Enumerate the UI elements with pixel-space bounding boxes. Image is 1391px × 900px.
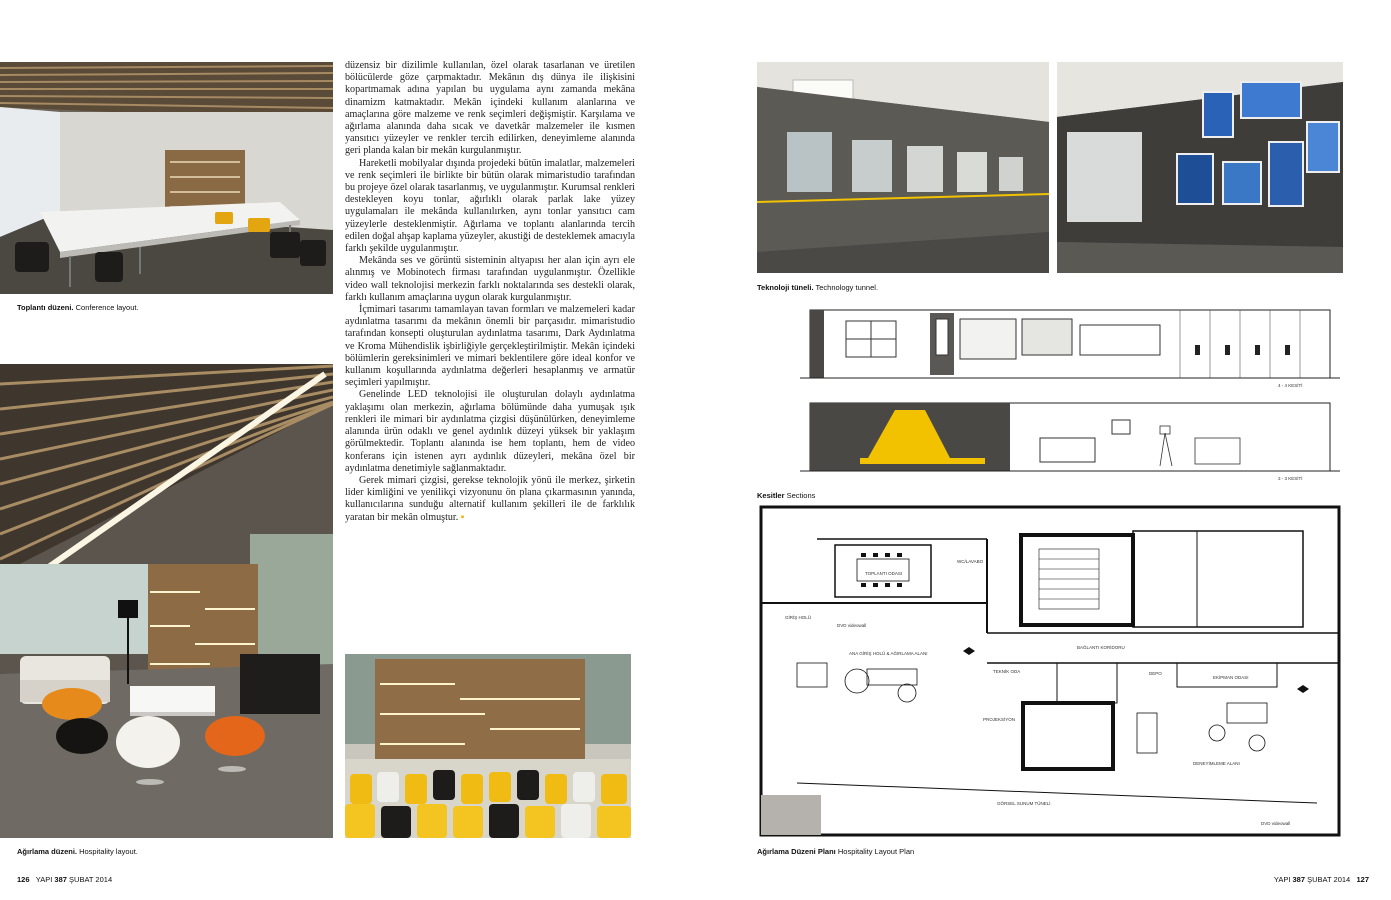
section-label: 3 - 3 KESİTİ [1278, 476, 1303, 481]
technology-tunnel-photo-1 [757, 62, 1049, 273]
sections-caption [757, 491, 815, 500]
paragraph: İçmimari tasarımı tamamlayan tavan formları ve malzemeleri kadar aydınlatma tasarımı da mekânın önemli bir parçasıdır. mimaristudio tarafından konsepti oluşturulan aydınlatma tasarımı, Dark Aydınlatma ve Kroma Mühendislik işbirliğiyle gerçekleştirilmiştir. Mekân içindeki bölümlerin gereksinimleri ve mimari beklentilere göre ideal konfor ve kullanım koşullarında aydınlatma değerleri hesaplanmış ve armatür seçimleri yapılmıştır. [345, 304, 635, 389]
plan-label: DVD videowall [837, 623, 867, 628]
plan-label: GİRİŞ HOLÜ [785, 615, 812, 620]
yellow-seating-illustration [345, 654, 631, 838]
section-drawing-3-3 [800, 398, 1340, 483]
paragraph: Hareketli mobilyalar dışında projedeki bütün imalatlar, malzemeleri ve renk seçimleri ile birlikte bir bütün olarak mimaristudio tarafından bu projeye özel olarak tasarlanmış, ve uygulanmıştır. Kurumsal renkleri destekleyen koyu tonlar, ağırlıklı olarak parlak lake yüzey uygulamaları ile mekânda kullanılırken, aynı tonlar yansıtıcı cam yüzeylerle desteklenmiştir. Ağırlama ve toplantı alanlarında tercih edilen doğal ahşap kaplama yüzeyler, akustiği de desteklemek amacıyla farklı şekilde uygulanmıştır. [345, 157, 635, 255]
magazine-name: YAPI [35, 875, 53, 884]
conference-layout-photo [0, 62, 333, 294]
issue-number: 387 [54, 875, 67, 884]
paragraph-text: Gerek mimari çizgisi, gerekse teknolojik yönü ile merkez, şirketin lider kimliğini ve yenilikçi vizyonunu ön plana çıkarmasının yanında, kullanıcılarına sunduğu alternatif kullanım şekilleri ile de farklılık yaratan bir mekân olmuştur. [345, 474, 635, 523]
paragraph: Mekânda ses ve görüntü sisteminin altyapısı her alan için ayrı ele alınmış ve Mobinotech firması tarafından uygulanmıştır. Özellikle video wall teknolojisi merkezin farklı noktalarında ses destekli olarak, farklı kullanım amaçlarına uygun olarak kurgulanmıştır. [345, 255, 635, 303]
paragraph: düzensiz bir dizilimle kullanılan, özel olarak tasarlanan ve üretilen bölücülerde göze çarpmaktadır. Mekânın dış dünya ile ilişkisini kopartmamak adına yapılan bu uygulama aynı zamanda mekâna dinamizm katmaktadır. Mekân içindeki kullanım alanlarına ve amaçlarına göre malzeme ve renk seçimleri değişmiştir. Karşılama ve ağırlama alanında daha sıcak ve davetkâr malzemeler ile kısmen yansıtıcı yüzeyler ve renkler tercih edilirken, deneyimleme alanında geri planda kalan bir mekân kurgulanmıştır. [345, 60, 635, 157]
caption-bold: Kesitler [757, 491, 785, 500]
plan-label: TEKNİK ODA [993, 669, 1021, 674]
plan-caption [757, 847, 914, 856]
issue-number: 387 [1292, 875, 1306, 884]
paragraph-final [345, 475, 635, 524]
technology-tunnel-photo-2 [1057, 62, 1343, 273]
tunnel-niches-illustration [757, 62, 1049, 273]
plan-label: DEPO [1149, 671, 1162, 676]
hospitality-lounge-illustration [0, 364, 333, 838]
section-drawing-4-4 [800, 305, 1340, 390]
caption-bold: Ağırlama düzeni. [17, 847, 78, 856]
tunnel-caption [757, 283, 878, 292]
issue-date: ŞUBAT 2014 [69, 875, 113, 884]
issue-date: ŞUBAT 2014 [1307, 875, 1351, 884]
hospitality-caption [17, 847, 138, 856]
caption-bold: Teknoloji tüneli. [757, 283, 814, 292]
right-folio [1274, 875, 1369, 884]
conference-caption [17, 303, 139, 312]
caption-text: Hospitality layout. [77, 847, 138, 856]
plan-label: ANA GİRİŞ HOLÜ & AĞIRLAMA ALANI [849, 651, 928, 656]
hospitality-floor-plan [757, 503, 1343, 839]
plan-label: WC/LAVABO [957, 559, 984, 564]
caption-text: Hospitality Layout Plan [835, 847, 915, 856]
caption-text: Technology tunnel. [813, 283, 879, 292]
conference-room-illustration [0, 62, 333, 294]
plan-label: GÖRSEL SUNUM TÜNELİ [997, 801, 1051, 806]
plan-label: BAĞLANTI KORİDORU [1077, 645, 1125, 650]
caption-bold: Toplantı düzeni. [17, 303, 74, 312]
plan-label: DVD videowall [1261, 821, 1291, 826]
plan-label: PROJEKSİYON [983, 717, 1016, 722]
caption-bold: Ağırlama Düzeni Planı [757, 847, 836, 856]
hospitality-layout-photo [0, 364, 333, 838]
plan-label: EKİPMAN ODASI [1213, 675, 1249, 680]
paragraph: Genelinde LED teknolojisi ile oluşturulan dolaylı aydınlatma yaklaşımı olan merkezin, ağırlama bölümünde daha yumuşak ışık renkleri ile mimari bir aydınlatma çizgisi düşünülürken, deneyimleme alanında ürün odaklı ve genel aydınlık düzeyi yüksek bir yaklaşım görülmektedir. Toplantı alanında ise hem toplantı, hem de video konferans için istenen ayrı aydınlık düzeyleri, mekâna özel bir aydınlatma denetimiyle sağlanmaktadır. [345, 389, 635, 474]
left-folio [17, 875, 112, 884]
end-mark-icon: ▪ [460, 511, 465, 523]
page-number: 126 [17, 875, 30, 884]
page-number: 127 [1356, 875, 1369, 884]
caption-text: Conference layout. [73, 303, 139, 312]
article-body [345, 60, 635, 524]
plan-label: DENEYİMLEME ALANI [1193, 761, 1240, 766]
tunnel-screens-illustration [1057, 62, 1343, 273]
plan-label: TOPLANTI ODASI [865, 571, 903, 576]
caption-text: Sections [784, 491, 816, 500]
magazine-name: YAPI [1273, 875, 1291, 884]
auditorium-photo [345, 654, 631, 838]
section-label: 4 - 4 KESİTİ [1278, 383, 1303, 388]
